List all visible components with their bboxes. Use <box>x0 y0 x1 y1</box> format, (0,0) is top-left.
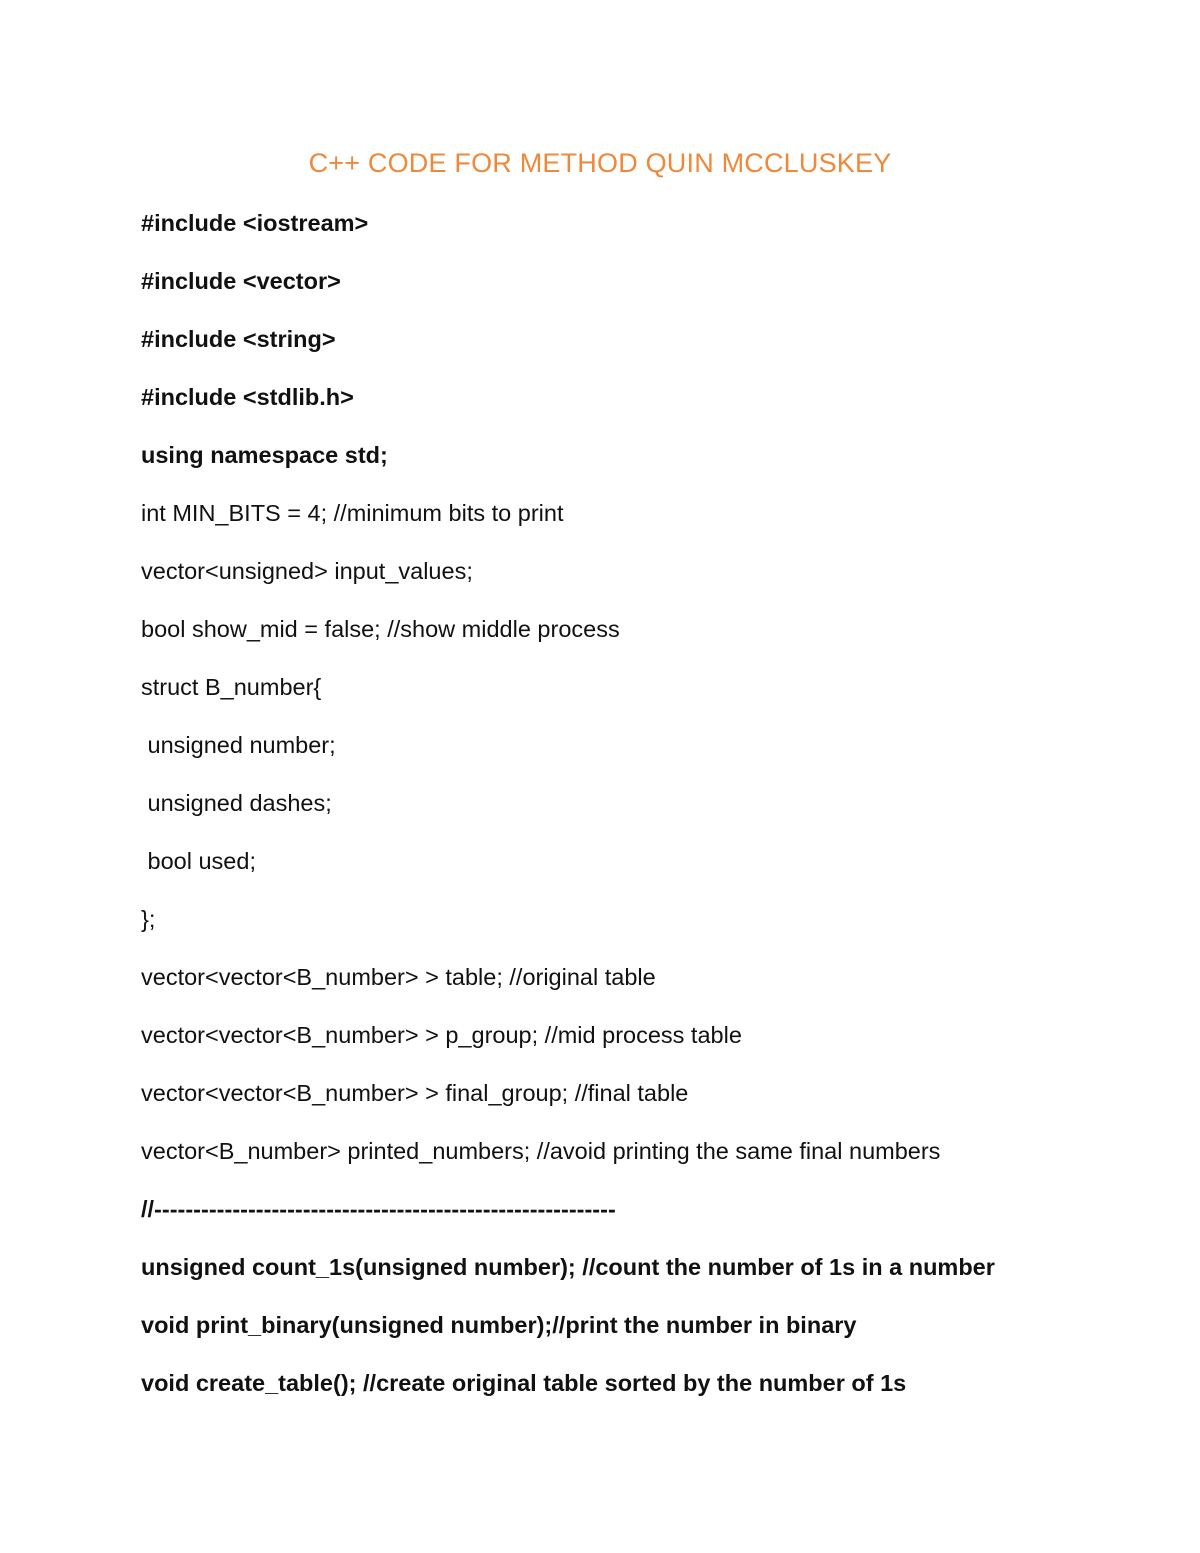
code-line: void print_binary(unsigned number);//print the number in binary <box>141 1312 857 1338</box>
code-line: #include <stdlib.h> <box>141 384 354 410</box>
code-line: bool used; <box>141 848 256 874</box>
code-line: #include <iostream> <box>141 210 369 236</box>
code-line: vector<vector<B_number> > final_group; //final table <box>141 1080 689 1106</box>
code-line: vector<B_number> printed_numbers; //avoid printing the same final numbers <box>141 1138 941 1164</box>
code-line: struct B_number{ <box>141 674 322 700</box>
code-listing <box>141 203 1141 1421</box>
code-line: int MIN_BITS = 4; //minimum bits to print <box>141 500 564 526</box>
code-line: unsigned number; <box>141 732 336 758</box>
code-line: #include <vector> <box>141 268 341 294</box>
code-line: //----------------------------------------------------------- <box>141 1196 616 1222</box>
code-line: vector<vector<B_number> > p_group; //mid process table <box>141 1022 742 1048</box>
code-line: bool show_mid = false; //show middle process <box>141 616 620 642</box>
code-line: using namespace std; <box>141 442 388 468</box>
code-line: #include <string> <box>141 326 336 352</box>
code-line: unsigned dashes; <box>141 790 332 816</box>
code-line: vector<vector<B_number> > table; //original table <box>141 964 656 990</box>
document-title: C++ CODE FOR METHOD QUIN MCCLUSKEY <box>308 148 892 178</box>
code-line: void create_table(); //create original table sorted by the number of 1s <box>141 1370 907 1396</box>
code-line: vector<unsigned> input_values; <box>141 558 473 584</box>
code-line: }; <box>141 906 156 932</box>
code-line: unsigned count_1s(unsigned number); //count the number of 1s in a number <box>141 1254 995 1280</box>
